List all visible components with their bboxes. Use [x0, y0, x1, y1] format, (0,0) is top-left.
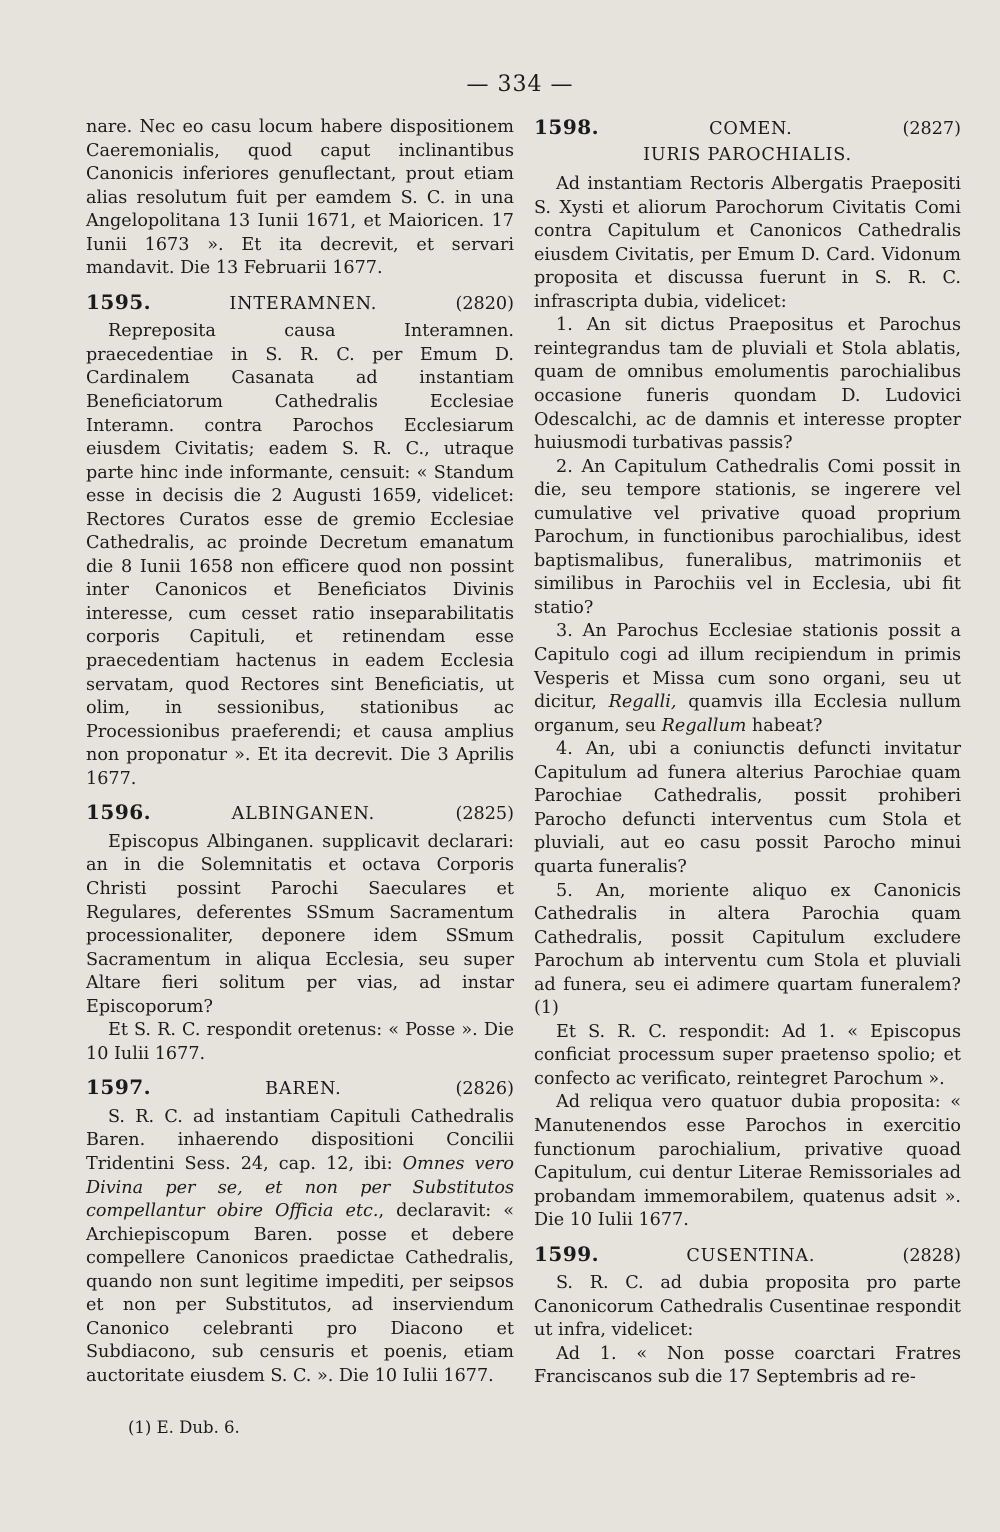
paragraph: 4. An, ubi a coniunctis defuncti invitatur Capitulum ad funera alterius Parochiae quam Parochiae Cathedralis, possit prohiberi Parocho defuncti interventus cum Stola et pluviali, aut eo casu possit Parocho minui quarta funeralis? [534, 739, 961, 877]
entry-number: 1597. [86, 1075, 152, 1100]
entry-title: COMEN. [709, 119, 793, 139]
paragraph [86, 1106, 514, 1389]
text-run: 3. An Parochus Ecclesiae stationis possit a Capitulo cogi ad illum recipiendum in primis Vesperis et Missa cum sono organi, seu ut dicitur, [534, 621, 961, 713]
paragraph [534, 620, 961, 738]
entry-number: 1599. [534, 1241, 600, 1266]
footnote: (1) E. Dub. 6. [128, 1418, 240, 1437]
entry-number: 1598. [534, 115, 600, 139]
entry-number: 1595. [86, 289, 152, 314]
entry-title: CUSENTINA. [686, 1245, 816, 1266]
text-run: S. R. C. ad instantiam Capituli Cathedralis Baren. inhaerendo dispositioni Concilii Tridentini Sess. 24, cap. 12, ibi: [86, 1106, 514, 1174]
page-number: — 334 — [466, 72, 574, 97]
entry-heading-1598 [534, 116, 961, 142]
entry-title: BAREN. [265, 1079, 342, 1100]
text-run: quamvis illa Ecclesia nullum organum, seu [534, 692, 962, 736]
entry-title: INTERAMNEN. [229, 293, 378, 314]
entry-title: ALBINGANEN. [231, 804, 375, 825]
entry-subtitle: IURIS PAROCHIALIS. [643, 144, 852, 165]
italic-term: Regalli, [608, 692, 677, 713]
entry-heading-1597 [86, 1076, 514, 1102]
entry-heading-1599 [534, 1243, 961, 1269]
text-run: , declaravit: « Archiepiscopum Baren. posse et debere compellere Canonicos praedictae Cathedralis, quando non sunt legitime impediti, per seipsos et non per Substitutos, ad inserviendum Canonico celebranti pro Diacono et Subdiacono, sub censuris et poenis, etiam auctoritate eiusdem S. C. ». Die 10 Iulii 1677. [86, 1201, 514, 1386]
italic-quote: Omnes vero Divina per se, et non per Substitutos compellantur obire Officia etc. [86, 1153, 514, 1222]
paragraph: Et S. R. C. respondit oretenus: « Posse ». Die 10 Iulii 1677. [86, 1020, 514, 1064]
paragraph: Episcopus Albinganen. supplicavit declarari: an in die Solemnitatis et octava Corporis Christi possint Parochi Saeculares et Regulares, deferentes SSmum Sacramentum processionaliter, deponere idem SSmum Sacramentum in aliqua Ecclesia, seu super Altare fieri solitum per vias, ad instar Episcoporum? [86, 831, 514, 1017]
paragraph: Ad 1. « Non posse coarctari Fratres Franciscanos sub die 17 Septembris ad re- [534, 1343, 961, 1388]
paragraph: nare. Nec eo casu locum habere dispositionem Caeremonialis, quod caput inclinantibus Canonicis inferiores genuflectant, prout etiam alias resolutum fuit per eamdem S. C. in una Angelopolitana 13 Iunii 1671, et Maioricen. 17 Iunii 1673 ». Et ita decrevit, et servari mandavit. Die 13 Februarii 1677. [86, 117, 514, 279]
italic-term: Regallum [661, 715, 747, 736]
entry-reference: (2820) [455, 293, 514, 314]
paragraph: Ad reliqua vero quatuor dubia proposita: « Manutenendos esse Parochos in exercitio functionum parochialium, privative quoad Capitulum, cui dentur Literae Remissoriales ad probandam immemorabilem, quatenus adsit ». Die 10 Iulii 1677. [534, 1092, 961, 1231]
entry-heading-1595 [86, 291, 514, 317]
entry-reference: (2827) [902, 119, 961, 139]
entry-reference: (2825) [455, 804, 514, 825]
entry-reference: (2826) [455, 1079, 514, 1100]
left-column [86, 116, 514, 1388]
right-column [534, 116, 961, 1390]
entry-heading-1596 [86, 801, 514, 827]
paragraph: 2. An Capitulum Cathedralis Comi possit in die, seu tempore stationis, se ingerere vel cumulative vel privative quoad proprium Parochum, in functionibus parochialibus, idest baptismalibus, funeralibus, matrimoniis et similibus in Parochiis vel in Ecclesia, ubi fit statio? [534, 456, 961, 618]
entry-number: 1596. [86, 800, 152, 825]
text-run: habeat? [746, 715, 823, 736]
paragraph: S. R. C. ad dubia proposita pro parte Canonicorum Cathedralis Cusentinae respondit ut infra, videlicet: [534, 1273, 961, 1341]
entry-reference: (2828) [902, 1245, 961, 1266]
paragraph: Ad instantiam Rectoris Albergatis Praepositi S. Xysti et aliorum Parochorum Civitatis Comi contra Capitulum et Canonicos Cathedralis eiusdem Civitatis, per Emum D. Card. Vidonum proposita et discussa fuerunt in S. R. C. infrascripta dubia, videlicet: [534, 174, 961, 312]
paragraph: 5. An, moriente aliquo ex Canonicis Cathedralis in altera Parochia quam Cathedralis, possit Capitulum excludere Parochum ab interventu cum Stola et pluviali ad funera, seu ei adimere quartam funeralem? (1) [534, 880, 961, 1019]
paragraph: 1. An sit dictus Praepositus et Parochus reintegrandus tam de pluviali et Stola ablatis, quam de omnibus emolumentis parochialibus occasione funeris quondam D. Ludovici Odescalchi, ac de damnis et interesse propter huiusmodi turbativas passis? [534, 315, 961, 454]
paragraph: Repreposita causa Interamnen. praecedentiae in S. R. C. per Emum D. Cardinalem Casanata ad instantiam Beneficiatorum Cathedralis Ecclesiae Interamn. contra Parochos Ecclesiarum eiusdem Civitatis; eadem S. R. C., utraque parte hinc inde informante, censuit: « Standum esse in decisis die 2 Augusti 1659, videlicet: Rectores Curatos esse de gremio Ecclesiae Cathedralis, ac proinde Decretum emanatum die 8 Iunii 1658 non efficere quod non possint inter Canonicos et Beneficiatos Divinis interesse, cum cesset ratio inseparabilitatis corporis Capituli, et retinendam esse praecedentiam hactenus in eadem Ecclesia servatam, quod Rectores sint Beneficiatis, ut olim, in sessionibus, stationibus ac Processionibus praeferendi; et causa amplius non proponatur ». Et ita decrevit. Die 3 Aprilis 1677. [86, 321, 514, 789]
paragraph: Et S. R. C. respondit: Ad 1. « Episcopus conficiat processum super praetenso spolio; et confecto ac verificato, reintegret Parochum ». [534, 1021, 961, 1089]
